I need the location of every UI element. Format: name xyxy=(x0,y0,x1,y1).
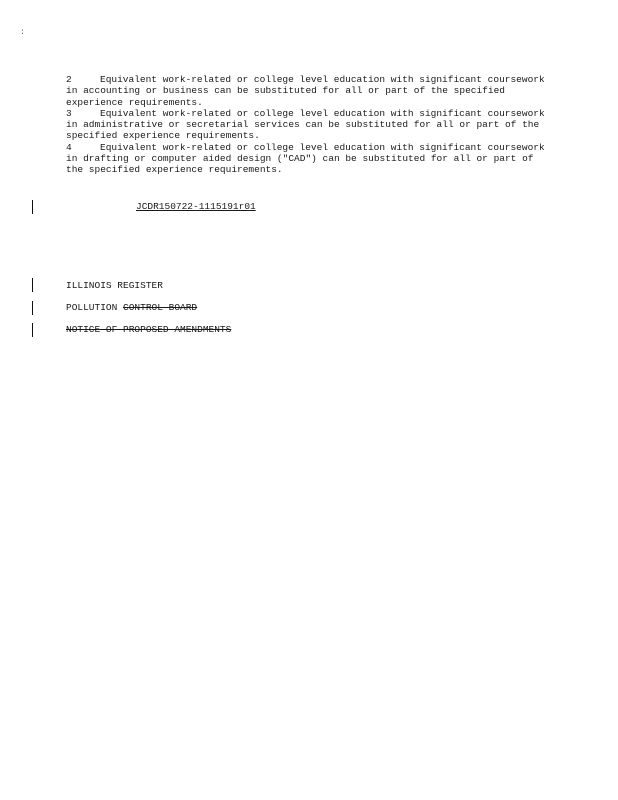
page-corner-mark: : xyxy=(20,28,25,37)
board-title-struck: CONTROL BOARD xyxy=(123,302,198,313)
notice-title-struck: NOTICE OF PROPOSED AMENDMENTS xyxy=(66,324,232,335)
footnote-number: 2 xyxy=(66,74,72,85)
board-title-prefix: POLLUTION xyxy=(66,302,118,313)
footnote-text: Equivalent work-related or college level education with significant coursework in drafting or computer aided design ("CAD") can be substituted for all or part of the specified experience requirements. xyxy=(66,141,545,176)
revision-change-bar xyxy=(32,278,33,292)
register-title: ILLINOIS REGISTER xyxy=(66,280,163,291)
board-heading xyxy=(66,302,197,313)
footnote-text: Equivalent work-related or college level education with significant coursework in accounting or business can be substituted for all or part of the specified experience requirements. xyxy=(66,74,545,108)
revision-change-bar xyxy=(32,200,33,214)
revision-change-bar xyxy=(32,301,33,315)
footnote-number: 3 xyxy=(66,107,72,119)
footnote-number: 4 xyxy=(66,141,72,153)
footnote-4 xyxy=(66,142,556,176)
footnote-text: Equivalent work-related or college level education with significant coursework in administrative or secretarial services can be substituted for all or part of the specified experience requirements. xyxy=(66,107,545,142)
footnotes-section xyxy=(66,74,556,176)
revision-change-bar xyxy=(32,323,33,337)
notice-heading xyxy=(66,324,231,335)
register-heading xyxy=(66,280,163,291)
footnote-2 xyxy=(66,74,556,108)
footnote-3 xyxy=(66,108,556,142)
document-code: JCDR150722-1115191r01 xyxy=(136,201,256,212)
